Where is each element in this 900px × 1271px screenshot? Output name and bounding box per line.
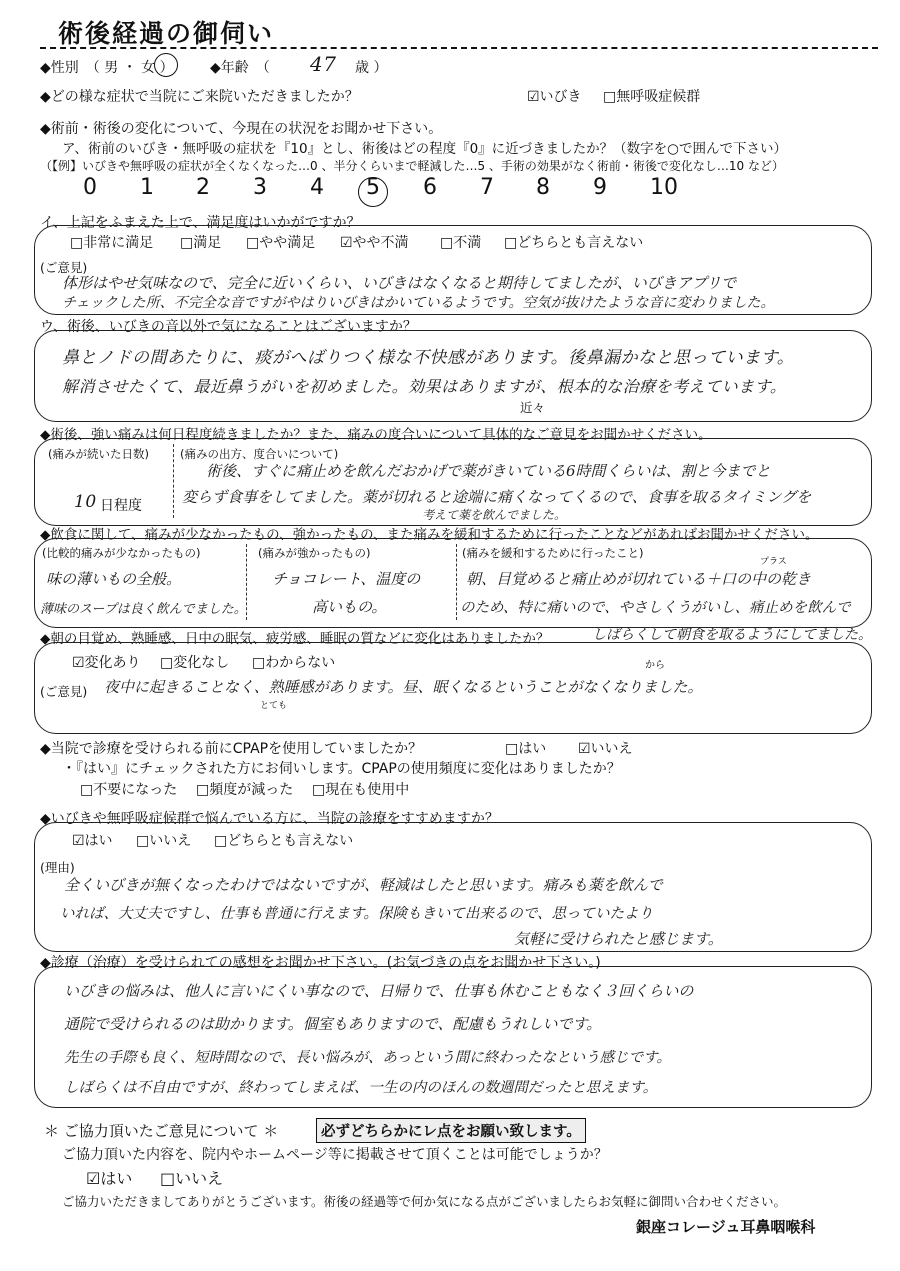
recommend-option-2[interactable]: □いいえ <box>136 833 192 849</box>
sleep-option-3[interactable]: □わからない <box>252 655 336 671</box>
pain-days-value[interactable]: 10 <box>74 492 97 512</box>
reason-3[interactable]: 気軽に受けられたと感じます。 <box>514 930 723 948</box>
sleep-note-1: とても <box>260 701 288 711</box>
reason-1[interactable]: 全くいびきが無くなったわけではないですが、軽減はしたと思います。痛みも薬を飲んで <box>64 876 663 894</box>
scale-1[interactable]: 1 <box>140 175 154 200</box>
food-less-1[interactable]: 味の薄いもの全般。 <box>46 570 182 588</box>
age-label: ◆年齢 （ <box>210 60 270 76</box>
food-less-label: (比較的痛みが少なかったもの) <box>42 546 201 560</box>
age-value[interactable]: 47 <box>310 52 337 76</box>
impression-1[interactable]: いびきの悩みは、他人に言いにくい事なので、日帰りで、仕事も休むこともなく３回くらいの <box>64 982 694 1000</box>
reason-2[interactable]: いれば、大丈夫ですし、仕事も普通に行えます。保険もきいて出来るので、思っていたより <box>60 906 654 922</box>
scale-4[interactable]: 4 <box>310 175 324 200</box>
question-pain: ◆術後、強い痛みは何日程度続きましたか？また、痛みの度合いについて具体的なご意見をお聞かせください。 <box>40 427 712 443</box>
clinic-name: 銀座コレージュ耳鼻咽喉科 <box>636 1218 816 1236</box>
consent-heading: ＊ ご協力頂いたご意見について ＊ <box>44 1122 279 1140</box>
question-symptom: ◆どの様な症状で当院にご来院いただきましたか？ <box>40 89 359 105</box>
sleep-opinion-label: (ご意見) <box>40 684 88 699</box>
pain-days-label: (痛みが続いた日数) <box>48 447 149 461</box>
food-divider-2 <box>456 544 457 620</box>
sat-comment-1[interactable]: 体形はやせ気味なので、完全に近いくらい、いびきはなくなると期待してましたが、いびきアプリで <box>62 274 737 292</box>
food-relief-note: プラス <box>760 557 787 567</box>
question-impression: ◆診療（治療）を受けられての感想をお聞かせ下さい。(お気づきの点をお聞かせ下さい。) <box>40 955 601 971</box>
pain-comment-2[interactable]: 変らず食事をしてました。薬が切れると途端に痛くなってくるので、食事を取るタイミングを <box>182 488 812 506</box>
consent-no[interactable]: □いいえ <box>160 1169 224 1188</box>
question-other: ウ、術後、いびきの音以外で気になることはございますか？ <box>40 319 417 335</box>
consent-question: ご協力頂いた内容を、院内やホームページ等に掲載させて頂くことは可能でしょうか？ <box>62 1147 608 1163</box>
cpap-sub-option-2[interactable]: □頻度が減った <box>196 782 294 798</box>
food-relief-label: (痛みを緩和するために行ったこと) <box>462 546 644 560</box>
sat-option-6[interactable]: □どちらとも言えない <box>504 235 644 251</box>
option-snore[interactable]: ☑いびき <box>527 89 582 105</box>
page-title: 術後経過の御伺い <box>58 19 275 48</box>
consent-yes[interactable]: ☑はい <box>86 1169 133 1188</box>
question-change: ◆術前・術後の変化について、今現在の状況をお聞かせ下さい。 <box>40 121 443 137</box>
question-change-example: （【例】いびきや無呼吸の症状が全くなくなった…0 、半分くらいまで軽減した…5 、手術の効果がなく術前・術後で変化なし…10 など） <box>40 159 784 173</box>
scale-6[interactable]: 6 <box>423 175 437 200</box>
pain-comment-1[interactable]: 術後、すぐに痛止めを飲んだおかげで薬がきいている6時間くらいは、割と今までと <box>206 462 771 480</box>
question-change-a: ア、術前のいびき・無呼吸の症状を『10』とし、術後はどの程度『0』に近づきましたか？（数字を○で囲んで下さい） <box>62 141 787 157</box>
recommend-option-1[interactable]: ☑はい <box>72 833 113 849</box>
scale-5[interactable]: 5 <box>366 175 380 200</box>
pain-days-unit: 日程度 <box>100 498 142 514</box>
pain-comment-3[interactable]: 考えて薬を飲んでました。 <box>422 508 567 522</box>
cpap-yes[interactable]: □はい <box>505 741 547 757</box>
food-strong-1[interactable]: チョコレート、温度の <box>272 570 421 588</box>
symptom-scale[interactable] <box>0 175 900 207</box>
other-comment-1[interactable]: 鼻とノドの間あたりに、痰がへばりつく様な不快感があります。後鼻漏かなと思っています。 <box>62 348 795 368</box>
age-unit: 歳 ） <box>355 60 388 76</box>
impression-3[interactable]: 先生の手際も良く、短時間なので、長い悩みが、あっという間に終わったなという感じです。 <box>64 1050 671 1066</box>
food-less-2[interactable]: 薄味のスープは良く飲んでました。 <box>40 602 247 617</box>
sleep-note-2: から <box>645 660 665 671</box>
cpap-no[interactable]: ☑いいえ <box>578 741 633 757</box>
scale-selected-circle <box>358 177 388 207</box>
sat-option-2[interactable]: □満足 <box>180 235 222 251</box>
thanks-text: ご協力いただきましてありがとうございます。術後の経過等で何か気になる点がございましたらお気軽に御問い合わせください。 <box>62 1194 787 1209</box>
scale-10[interactable]: 10 <box>650 175 678 200</box>
question-sleep: ◆朝の目覚め、熟睡感、日中の眠気、疲労感、睡眠の質などに変化はありましたか？ <box>40 631 550 647</box>
reason-label: (理由) <box>40 860 75 875</box>
pain-degree-label: (痛みの出方、度合いについて) <box>180 447 339 461</box>
cpap-sub-option-1[interactable]: □不要になった <box>80 782 178 798</box>
scale-2[interactable]: 2 <box>196 175 210 200</box>
pain-divider <box>173 444 174 518</box>
sat-option-4[interactable]: ☑やや不満 <box>340 235 409 251</box>
food-relief-3[interactable]: しばらくして朝食を取るようにしてました。 <box>592 627 872 643</box>
recommend-option-3[interactable]: □どちらとも言えない <box>214 833 354 849</box>
other-comment-2[interactable]: 解消させたくて、最近鼻うがいを初めました。効果はありますが、根本的な治療を考えています。 <box>62 377 787 396</box>
other-comment-note: 近々 <box>520 400 546 415</box>
scale-0[interactable]: 0 <box>83 175 97 200</box>
sat-option-3[interactable]: □やや満足 <box>246 235 316 251</box>
food-strong-label: (痛みが強かったもの) <box>258 546 371 560</box>
title-divider <box>40 47 878 49</box>
sat-comment-2[interactable]: チェックした所、不完全な音ですがやはりいびきはかいているようです。空気が抜けたような音に変わりました。 <box>62 295 775 311</box>
food-relief-1[interactable]: 朝、目覚めると痛止めが切れている＋口の中の乾き <box>466 570 812 588</box>
question-recommend: ◆いびきや無呼吸症候群で悩んでいる方に、当院の診療をすすめますか？ <box>40 811 499 827</box>
question-satisfaction: イ、上記をふまえた上で、満足度はいかがですか？ <box>40 215 361 231</box>
scale-8[interactable]: 8 <box>536 175 550 200</box>
gender-selected-circle <box>154 53 178 77</box>
impression-2[interactable]: 通院で受けられるのは助かります。個室もありますので、配慮もうれしいです。 <box>64 1015 602 1033</box>
question-cpap-sub: ・『はい』にチェックされた方にお伺いします。CPAPの使用頻度に変化はありましたか？ <box>62 761 621 777</box>
consent-emphasis: 必ずどちらかにレ点をお願い致します。 <box>316 1118 586 1143</box>
option-apnea[interactable]: □無呼吸症候群 <box>603 89 701 105</box>
scale-9[interactable]: 9 <box>593 175 607 200</box>
cpap-sub-option-3[interactable]: □現在も使用中 <box>312 782 410 798</box>
food-relief-2[interactable]: のため、特に痛いので、やさしくうがいし、痛止めを飲んで <box>460 600 851 616</box>
sleep-option-1[interactable]: ☑変化あり <box>72 655 141 671</box>
gender-field[interactable]: ◆性別 （ 男 ・ 女 ） <box>40 60 174 76</box>
opinion-label: (ご意見) <box>40 260 88 275</box>
impression-4[interactable]: しばらくは不自由ですが、終わってしまえば、一生の内のほんの数週間だったと思えます。 <box>64 1080 658 1096</box>
question-cpap: ◆当院で診療を受けられる前にCPAPを使用していましたか？ <box>40 741 423 757</box>
sleep-option-2[interactable]: □変化なし <box>160 655 230 671</box>
scale-7[interactable]: 7 <box>480 175 494 200</box>
question-food: ◆飲食に関して、痛みが少なかったもの、強かったもの、また痛みを緩和するために行ったことなどがあればお聞かせください。 <box>40 527 819 543</box>
scale-3[interactable]: 3 <box>253 175 267 200</box>
food-strong-2[interactable]: 高いもの。 <box>312 598 387 616</box>
sat-option-1[interactable]: □非常に満足 <box>70 235 154 251</box>
sleep-comment[interactable]: 夜中に起きることなく、熟睡感があります。昼、眠くなるということがなくなりました。 <box>104 678 703 696</box>
sat-option-5[interactable]: □不満 <box>440 235 482 251</box>
